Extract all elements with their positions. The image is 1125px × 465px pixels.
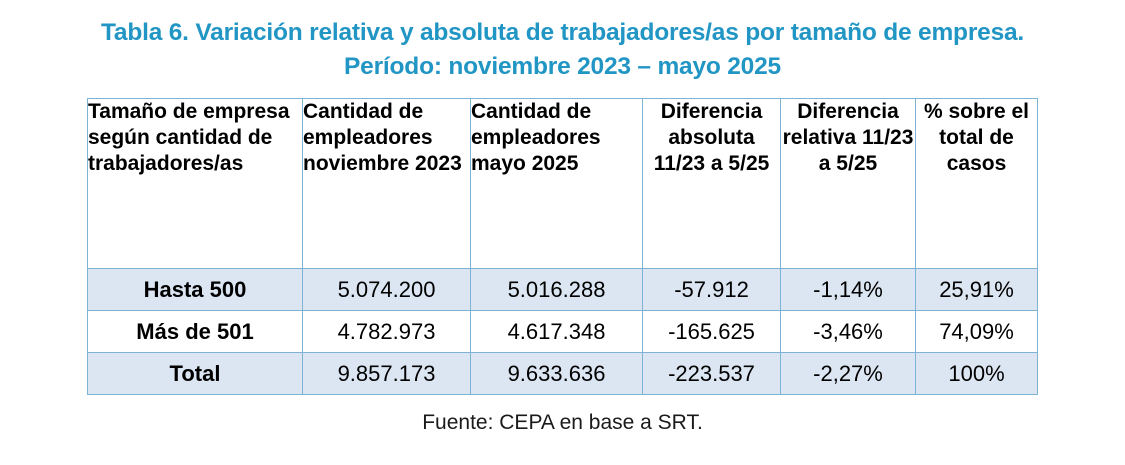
table-row [88,269,1038,311]
table-row [88,353,1038,395]
cell-relative-difference: -1,14% [781,269,916,311]
cell-percent-total: 25,91% [916,269,1038,311]
cell-absolute-difference: -165.625 [643,311,781,353]
column-header-size: Tamaño de empresa según cantidad de trabajadores/as [88,99,303,269]
column-header-percent-total: % sobre el total de casos [916,99,1038,269]
cell-employers-nov-2023: 5.074.200 [303,269,471,311]
cell-relative-difference: -2,27% [781,353,916,395]
source-note: Fuente: CEPA en base a SRT. [422,411,703,434]
column-header-absolute-difference: Diferencia absoluta 11/23 a 5/25 [643,99,781,269]
header-row [88,99,1038,269]
title-line-2: Período: noviembre 2023 – mayo 2025 [344,53,781,80]
table-body [88,269,1038,395]
row-label: Total [88,353,303,395]
column-header-employers-nov-2023: Cantidad de empleadores noviembre 2023 [303,99,471,269]
cell-absolute-difference: -57.912 [643,269,781,311]
row-label: Más de 501 [88,311,303,353]
title-line-1: Tabla 6. Variación relativa y absoluta de trabajadores/as por tamaño de empresa. [100,19,1025,46]
cell-percent-total: 100% [916,353,1038,395]
data-table [87,98,1038,395]
table-header [88,99,1038,269]
cell-absolute-difference: -223.537 [643,353,781,395]
cell-employers-may-2025: 4.617.348 [471,311,643,353]
cell-employers-may-2025: 5.016.288 [471,269,643,311]
table-row [88,311,1038,353]
column-header-relative-difference: Diferencia relativa 11/23 a 5/25 [781,99,916,269]
cell-employers-nov-2023: 9.857.173 [303,353,471,395]
cell-employers-nov-2023: 4.782.973 [303,311,471,353]
row-label: Hasta 500 [88,269,303,311]
table-container [0,98,1125,395]
cell-relative-difference: -3,46% [781,311,916,353]
cell-employers-may-2025: 9.633.636 [471,353,643,395]
column-header-employers-may-2025: Cantidad de empleadores mayo 2025 [471,99,643,269]
figure-title [0,0,1125,84]
cell-percent-total: 74,09% [916,311,1038,353]
